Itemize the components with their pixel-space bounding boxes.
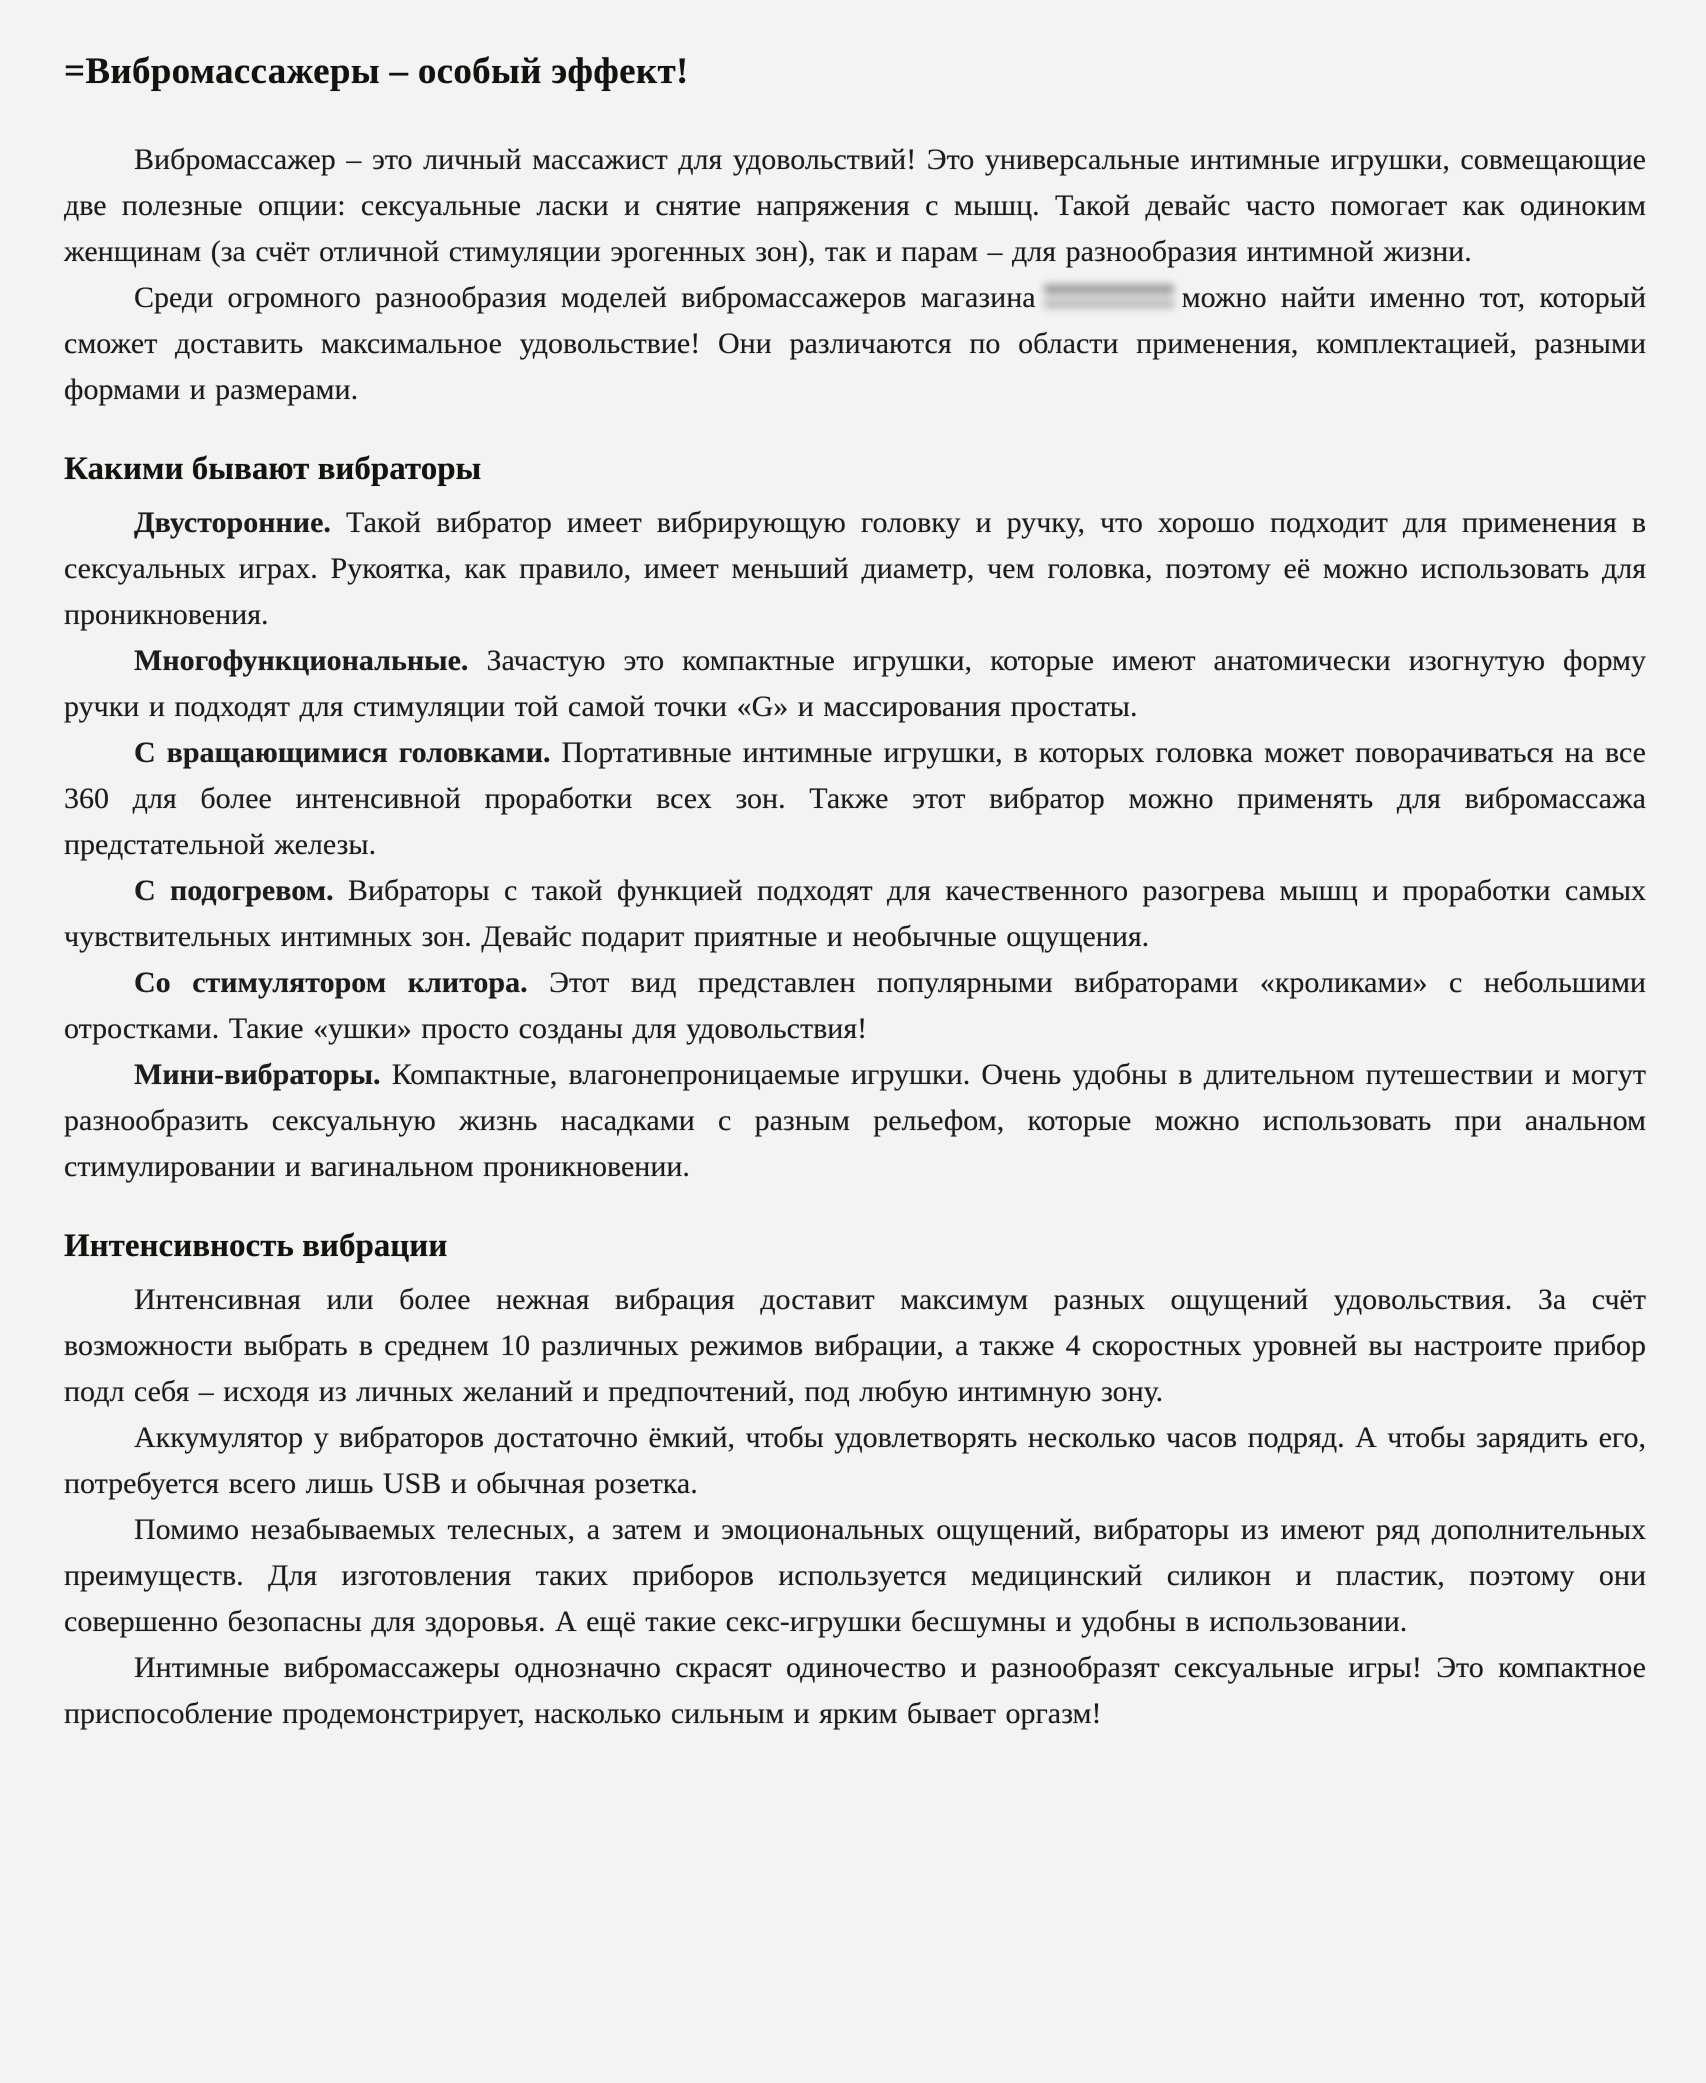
paragraph-lead: Со стимулятором клитора. [134,966,528,999]
section-heading-vibration-intensity: Интенсивность вибрации [64,1228,448,1264]
paragraph-text: Этот вид представлен популярными вибраторами «кроликами» с небольшими отростками. Такие «ушки» просто созданы для удовольствия! [64,966,1646,1045]
paragraph-advantages [64,1507,1646,1645]
paragraph-lead: С вращающимися головками. [134,736,551,769]
paragraph-lead: Двусторонние. [134,506,331,539]
paragraph-battery [64,1415,1646,1507]
paragraph-lead: Многофункциональные. [134,644,469,677]
paragraph-text: Портативные интимные игрушки, в которых головка может поворачиваться на все 360 для более интенсивной проработки всех зон. Также этот вибратор можно применять для вибромассажа предстательной железы. [64,736,1646,861]
redacted-store-name [1044,282,1174,312]
paragraph-conclusion [64,1645,1646,1737]
paragraph-text: Компактные, влагонепроницаемые игрушки. Очень удобны в длительном путешествии и могут разнообразить сексуальную жизнь насадками с разным рельефом, которые можно использовать при анальном стимулировании и вагинальном проникновении. [64,1058,1646,1183]
paragraph-lead: Мини-вибраторы. [134,1058,381,1091]
paragraph-text: Вибраторы с такой функцией подходят для качественного разогрева мышц и проработки самых чувствительных интимных зон. Девайс подарит приятные и необычные ощущения. [64,874,1646,953]
intro-paragraph-2 [64,275,1646,413]
paragraph-mini-vibrators [64,1052,1646,1190]
paragraph-text: Зачастую это компактные игрушки, которые имеют анатомически изогнутую форму ручки и подходят для стимуляции той самой точки «G» и массирования простаты. [64,644,1646,723]
paragraph-text: Интимные вибромассажеры однозначно скрасят одиночество и разнообразят сексуальные игры! Это компактное приспособление продемонстрирует, насколько сильным и ярким бывает оргазм! [64,1651,1646,1730]
intro-paragraph-1 [64,137,1646,275]
paragraph-lead: С подогревом. [134,874,334,907]
paragraph-text: Помимо незабываемых телесных, а затем и эмоциональных ощущений, вибраторы из имеют ряд дополнительных преимуществ. Для изготовления таких приборов используется медицинский силикон и пластик, поэтому они совершенно безопасны для здоровья. А ещё такие секс-игрушки бесшумны и удобны в использовании. [64,1513,1646,1638]
paragraph-rotating-heads [64,730,1646,868]
paragraph-intensity [64,1277,1646,1415]
paragraph-with-heating [64,868,1646,960]
paragraph-text: Интенсивная или более нежная вибрация доставит максимум разных ощущений удовольствия. За счёт возможности выбрать в среднем 10 различных режимов вибрации, а также 4 скоростных уровней вы настроите прибор подл себя – исходя из личных желаний и предпочтений, под любую интимную зону. [64,1283,1646,1408]
page-title: =Вибромассажеры – особый эффект! [64,51,689,92]
paragraph-text: Аккумулятор у вибраторов достаточно ёмкий, чтобы удовлетворять несколько часов подряд. А чтобы зарядить его, потребуется всего лишь USB и обычная розетка. [64,1421,1646,1500]
paragraph-text-after-redaction: можно найти именно тот, который сможет доставить максимальное удовольствие! Они различаются по области применения, комплектацией, разными формами и размерами. [64,281,1646,406]
paragraph-text-before-redaction: Среди огромного разнообразия моделей вибромассажеров магазина [134,281,1036,314]
section-heading-vibrator-types: Какими бывают вибраторы [64,451,482,487]
paragraph-text: Такой вибратор имеет вибрирующую головку и ручку, что хорошо подходит для применения в сексуальных играх. Рукоятка, как правило, имеет меньший диаметр, чем головка, поэтому её можно использовать для проникновения. [64,506,1646,631]
paragraph-two-sided [64,500,1646,638]
paragraph-text: Вибромассажер – это личный массажист для удовольствий! Это универсальные интимные игрушки, совмещающие две полезные опции: сексуальные ласки и снятие напряжения с мышц. Такой девайс часто помогает как одиноким женщинам (за счёт отличной стимуляции эрогенных зон), так и парам – для разнообразия интимной жизни. [64,143,1646,268]
paragraph-multifunctional [64,638,1646,730]
paragraph-clitoral-stimulator [64,960,1646,1052]
